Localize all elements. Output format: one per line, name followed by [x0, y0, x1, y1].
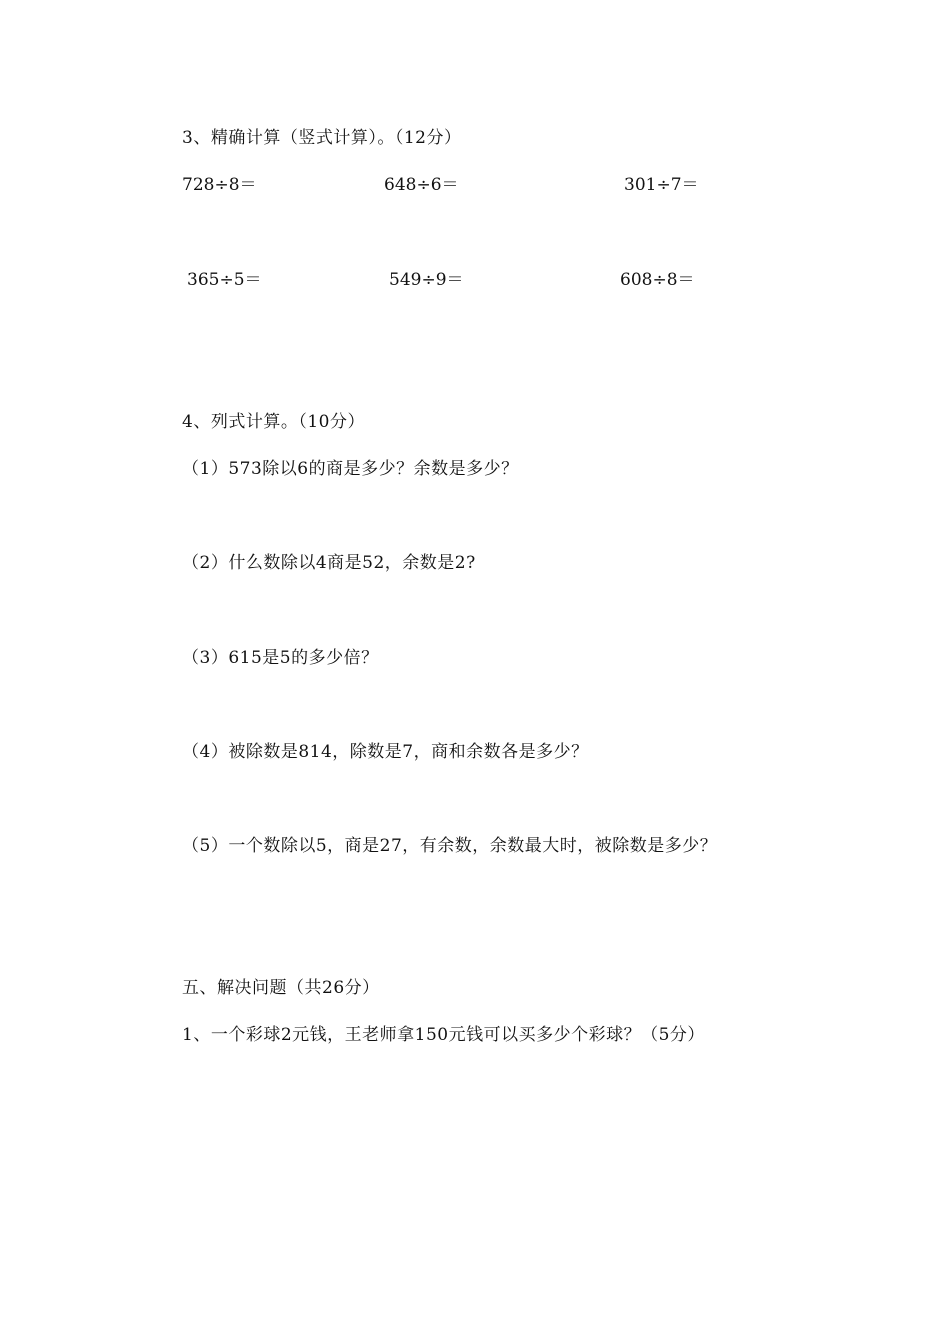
section4-item-5: （5）一个数除以5，商是27，有余数，余数最大时，被除数是多少？: [182, 836, 718, 856]
section4-item-2: （2）什么数除以4商是52，余数是2?: [182, 553, 476, 573]
section5-item-1: 1、一个彩球2元钱，王老师拿150元钱可以买多少个彩球？（5分）: [182, 1025, 705, 1045]
division-problem-3: 301÷7＝: [624, 175, 699, 195]
division-problem-6: 608÷8＝: [620, 270, 695, 290]
section4-heading: 4、列式计算。（10分）: [182, 412, 365, 432]
division-problem-2: 648÷6＝: [384, 175, 459, 195]
division-problem-1: 728÷8＝: [182, 175, 257, 195]
section4-item-3: （3）615是5的多少倍？: [182, 648, 379, 668]
section4-item-1: （1）573除以6的商是多少？余数是多少？: [182, 459, 519, 479]
division-problem-4: 365÷5＝: [187, 270, 262, 290]
section3-heading: 3、精确计算（竖式计算）。（12分）: [182, 128, 462, 148]
section4-item-4: （4）被除数是814，除数是7，商和余数各是多少？: [182, 742, 589, 762]
division-problem-5: 549÷9＝: [389, 270, 464, 290]
section5-heading: 五、解决问题（共26分）: [182, 978, 380, 998]
